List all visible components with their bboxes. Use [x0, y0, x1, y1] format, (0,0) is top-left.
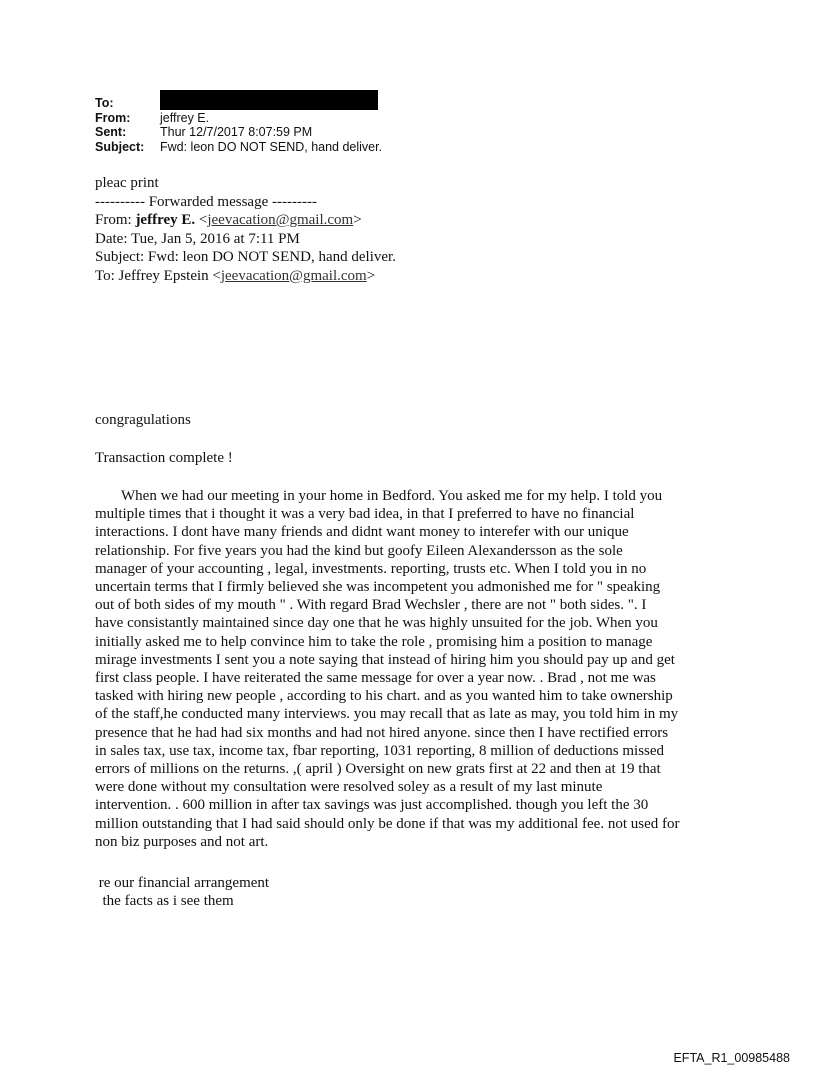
paragraph-line: million outstanding that I had said should only be done if that was my additional fee. not used for	[95, 815, 680, 832]
header-subject-row	[95, 140, 382, 155]
forward-from-email-link[interactable]: jeevacation@gmail.com	[207, 212, 354, 228]
forward-from-open: <	[195, 212, 208, 228]
bates-number: EFTA_R1_00985488	[673, 1051, 790, 1065]
paragraph-line: interactions. I dont have many friends and didnt want money to interefer with our unique	[95, 524, 629, 541]
forward-to-email-link[interactable]: jeevacation@gmail.com	[220, 267, 367, 284]
paragraph-line: first class people. I have reiterated the same message for over a year now. . Brad , not me was	[95, 670, 656, 687]
paragraph-line: out of both sides of my mouth " . With regard Brad Wechsler , there are not " both sides. ". I	[95, 597, 647, 614]
email-header	[95, 96, 382, 154]
closing-line: the facts as i see them	[95, 893, 234, 909]
forward-to-close: >	[366, 267, 376, 284]
forward-separator: ---------- Forwarded message ---------	[95, 193, 317, 210]
header-from-row	[95, 111, 382, 126]
subject-value: Fwd: leon DO NOT SEND, hand deliver.	[160, 139, 383, 154]
sent-label: Sent:	[95, 125, 127, 139]
body-paragraph	[95, 487, 735, 851]
forward-date: Date: Tue, Jan 5, 2016 at 7:11 PM	[95, 230, 300, 247]
subject-label: Subject:	[95, 139, 145, 154]
paragraph-line: relationship. For five years you had the kind but goofy Eileen Alexandersson as the sole	[95, 542, 623, 559]
header-to-row	[95, 96, 382, 111]
forwarded-block	[95, 174, 396, 285]
paragraph-line: initially asked me to help convince him to take the role , promising him a position to manage	[95, 633, 653, 650]
redaction-bar	[160, 90, 378, 110]
forward-subject: Subject: Fwd: leon DO NOT SEND, hand deliver.	[95, 249, 396, 265]
paragraph-line: have consistantly maintained since day one that he was highly unsuited for the job. When you	[95, 615, 658, 632]
forward-from-line	[95, 211, 396, 230]
greeting-text: congragulations	[95, 412, 191, 428]
paragraph-line: non biz purposes and not art.	[95, 833, 269, 850]
paragraph-line: multiple times that i thought it was a very bad idea, in that I preferred to have no financial	[95, 506, 635, 523]
sent-value: Thur 12/7/2017 8:07:59 PM	[160, 125, 313, 139]
to-label: To:	[95, 96, 114, 110]
paragraph-line: When we had our meeting in your home in Bedford. You asked me for my help. I told you	[121, 488, 663, 504]
paragraph-line: in sales tax, use tax, income tax, fbar reporting, 1031 reporting, 8 million of deductions missed	[95, 742, 665, 759]
paragraph-line: manager of your accounting , legal, investments. reporting, trusts etc. When I told you in no	[95, 560, 647, 577]
forward-from-name: jeffrey E.	[135, 212, 196, 228]
forward-from-prefix: From:	[95, 212, 136, 228]
closing-block	[95, 874, 269, 910]
paragraph-line: presence that he had had six months and had not hired anyone. since then I have rectified errors	[95, 724, 669, 741]
header-sent-row	[95, 125, 382, 140]
forward-from-close: >	[353, 212, 362, 228]
paragraph-line: intervention. . 600 million in after tax savings was just accomplished. though you left the 30	[95, 797, 649, 814]
forward-to-line	[95, 267, 396, 286]
paragraph-line: tasked with hiring new people , according to his chart. and as you wanted him to take ownership	[95, 688, 673, 705]
closing-line: re our financial arrangement	[95, 875, 270, 891]
paragraph-line: errors of millions on the returns. ,( april ) Oversight on new grats first at 22 and then at 19 that	[95, 761, 661, 778]
paragraph-line: of the staff,he conducted many interviews. you may recall that as late as may, you told him in my	[95, 706, 679, 723]
paragraph-line: were done without my consultation were resolved soley as a result of my last minute	[95, 779, 603, 796]
forward-to-prefix: To: Jeffrey Epstein <	[95, 267, 221, 284]
print-note: pleac print	[95, 175, 159, 191]
status-text: Transaction complete !	[95, 450, 233, 466]
from-label: From:	[95, 110, 131, 125]
paragraph-line: mirage investments I sent you a note saying that instead of hiring him you should pay up and get	[95, 651, 675, 668]
paragraph-line: uncertain terms that I firmly believed she was incompetent you admonished me for " speaking	[95, 579, 661, 596]
from-value: jeffrey E.	[160, 110, 210, 125]
